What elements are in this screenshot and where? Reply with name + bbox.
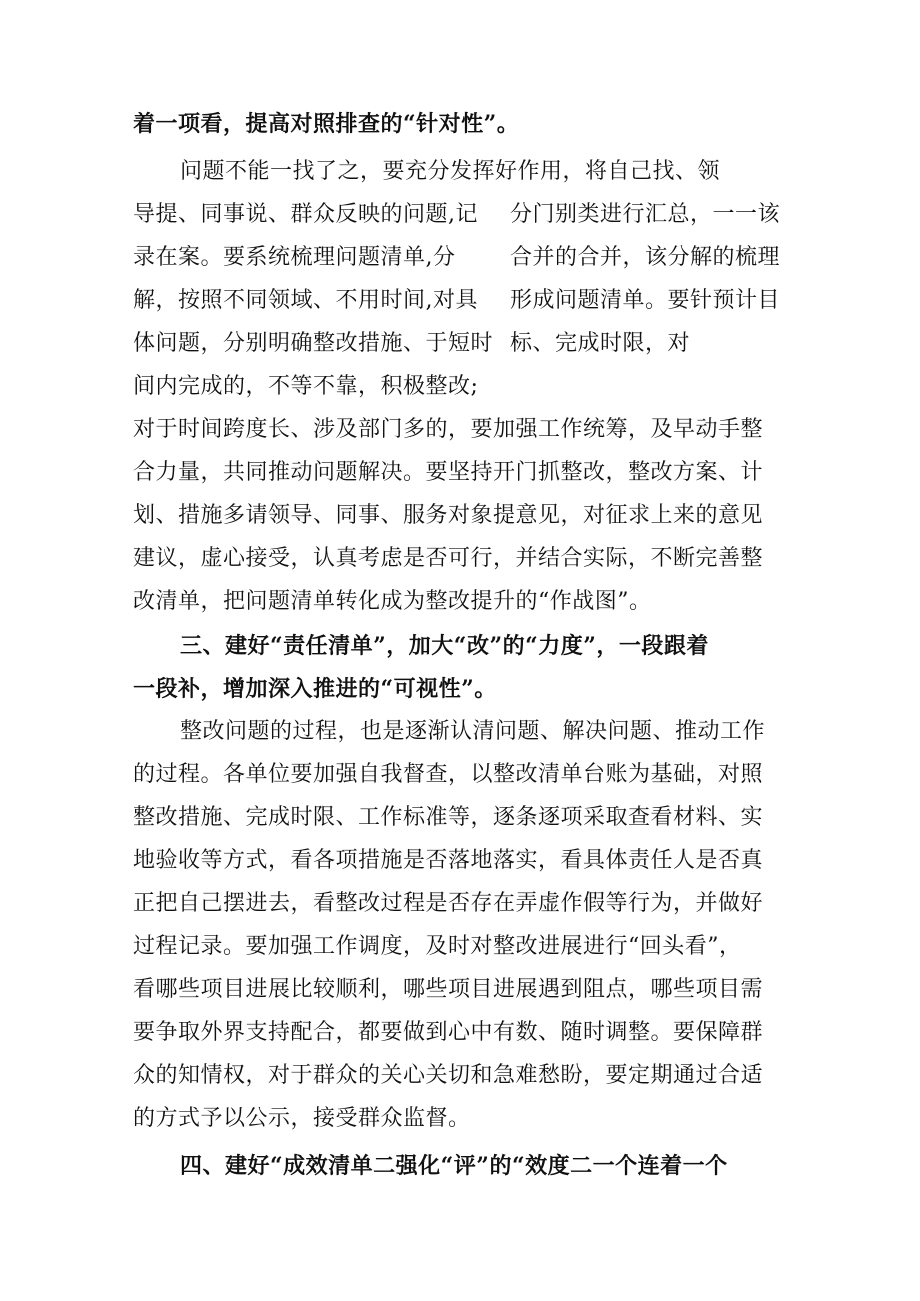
text-line: 合力量，共同推动问题解决。要坚持开门抓整改，整改方案、计 <box>133 460 764 485</box>
text-line: 整改措施、完成时限、工作标准等，逐条逐项采取查看材料、实 <box>133 805 764 830</box>
text-line: 对于时间跨度长、涉及部门多的，要加强工作统筹，及早动手整 <box>133 417 764 442</box>
text-line: 改清单，把问题清单转化成为整改提升的“作战图”。 <box>133 589 652 614</box>
text-line: 录在案。要系统梳理问题清单,分 <box>133 245 456 270</box>
text-line: 整改问题的过程，也是逐渐认清问题、解决问题、推动工作 <box>180 719 766 744</box>
text-line: 形成问题清单。要针预计目 <box>510 288 781 313</box>
text-line: 建议，虚心接受，认真考虑是否可行，并结合实际，不断完善整 <box>133 546 764 571</box>
text-line: 过程记录。要加强工作调度，及时对整改进展进行“回头看”， <box>133 934 742 959</box>
text-line: 划、措施多请领导、同事、服务对象提意见，对征求上来的意见 <box>133 503 764 528</box>
text-line: 正把自己摆进去，看整改过程是否存在弄虚作假等行为，并做好 <box>133 891 764 916</box>
section-heading: 四、建好“成效清单二强化“评”的“效度二一个连着一个 <box>180 1153 728 1179</box>
section-heading: 一段补，增加深入推进的“可视性”。 <box>133 676 497 702</box>
text-line: 导提、同事说、群众反映的问题,记 <box>133 202 478 227</box>
text-line: 分门别类进行汇总，一一该 <box>510 202 781 227</box>
text-line: 间内完成的，不等不靠，积极整改; <box>133 374 479 399</box>
text-line: 标、完成时限，对 <box>510 331 691 356</box>
text-line: 体问题，分别明确整改措施、于短时 <box>133 331 494 356</box>
section-heading: 三、建好“责任清单”，加大“改”的“力度”，一段跟着 <box>180 633 709 659</box>
text-line: 解，按照不同领域、不用时间,对具 <box>133 288 478 313</box>
text-line: 问题不能一找了之，要充分发挥好作用，将自己找、领 <box>180 159 721 184</box>
text-line: 地验收等方式，看各项措施是否落地落实，看具体责任人是否真 <box>133 848 764 873</box>
text-line: 合并的合并，该分解的梳理 <box>510 245 781 270</box>
text-line: 要争取外界支持配合，都要做到心中有数、随时调整。要保障群 <box>133 1020 764 1045</box>
text-line: 的方式予以公示，接受群众监督。 <box>133 1106 471 1131</box>
text-line: 看哪些项目进展比较顺利，哪些项目进展遇到阻点，哪些项目需 <box>133 977 764 1002</box>
text-line: 着一项看，提高对照排查的“针对性”。 <box>133 111 520 137</box>
text-line: 的过程。各单位要加强自我督查，以整改清单台账为基础，对照 <box>133 762 764 787</box>
text-line: 众的知情权，对于群众的关心关切和急难愁盼，要定期通过合适 <box>133 1063 764 1088</box>
